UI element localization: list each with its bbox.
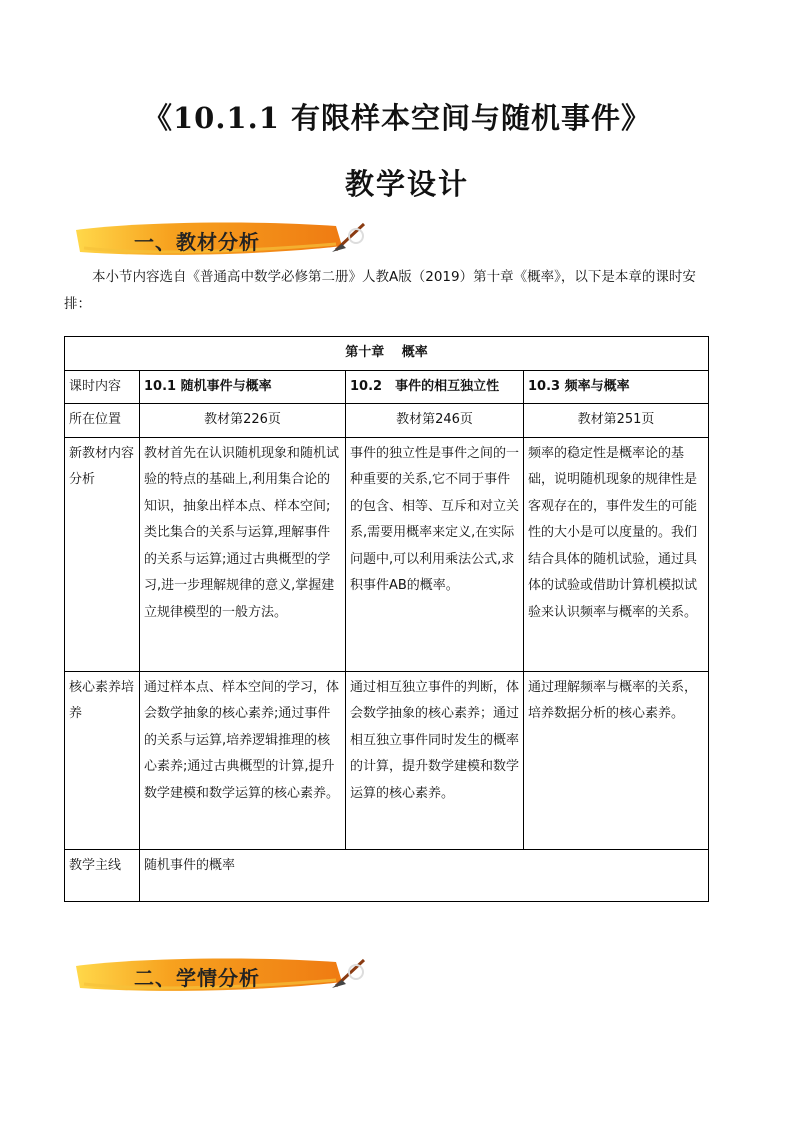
table-cell: 通过相互独立事件的判断，体会数学抽象的核心素养；通过相互独立事件同时发生的概率的计算，提升数学建模和数学运算的核心素养。 — [346, 671, 524, 849]
document-title: 《10.1.1 有限样本空间与随机事件》 — [142, 101, 651, 135]
document-subtitle: 教学设计 — [344, 167, 469, 201]
table-cell: 教材首先在认识随机现象和随机试验的特点的基础上,利用集合论的知识，抽象出样本点、样本空间;类比集合的关系与运算,理解事件的关系与运算;通过古典概型的学习,进一步理解规律的意义,掌握建立规律模型的一般方法。 — [140, 437, 346, 671]
table-cell: 通过理解频率与概率的关系，培养数据分析的核心素养。 — [524, 671, 709, 849]
section-heading: 一、教材分析 — [134, 230, 260, 254]
table-cell: 教材第251页 — [524, 404, 709, 438]
table-cell: 通过样本点、样本空间的学习，体会数学抽象的核心素养;通过事件的关系与运算,培养逻辑推理的核心素养;通过古典概型的计算,提升数学建模和数学运算的核心素养。 — [140, 671, 346, 849]
section-banner-2 — [74, 954, 374, 1000]
table-cell: 10.3 频率与概率 — [524, 370, 709, 404]
row-label: 教学主线 — [65, 849, 140, 901]
table-cell: 教材第226页 — [140, 404, 346, 438]
section-banner-1 — [74, 218, 374, 264]
table-cell: 随机事件的概率 — [140, 849, 709, 901]
table-cell: 教材第246页 — [346, 404, 524, 438]
table-row — [65, 404, 709, 438]
table-cell: 10.1 随机事件与概率 — [140, 370, 346, 404]
row-label: 核心素养培养 — [65, 671, 140, 849]
table-caption: 第十章 概率 — [65, 337, 709, 371]
table-cell: 频率的稳定性是概率论的基础，说明随机现象的规律性是客观存在的，事件发生的可能性的大小是可以度量的。我们结合具体的随机试验，通过具体的试验或借助计算机模拟试验来认识频率与概率的关系。 — [524, 437, 709, 671]
table-row — [65, 370, 709, 404]
table-cell: 事件的独立性是事件之间的一种重要的关系,它不同于事件的包含、相等、互斥和对立关系,需要用概率来定义,在实际问题中,可以利用乘法公式,求积事件AB的概率。 — [346, 437, 524, 671]
lesson-schedule-table — [64, 336, 709, 902]
section-heading: 二、学情分析 — [134, 966, 260, 990]
table-cell: 10.2 事件的相互独立性 — [346, 370, 524, 404]
table-row — [65, 437, 709, 671]
table-row — [65, 671, 709, 849]
table-row — [65, 337, 709, 371]
table-row — [65, 849, 709, 901]
row-label: 新教材内容分析 — [65, 437, 140, 671]
row-label: 课时内容 — [65, 370, 140, 404]
intro-paragraph: 本小节内容选自《普通高中数学必修第二册》人教A版（2019）第十章《概率》，以下是本章的课时安排： — [64, 269, 696, 312]
row-label: 所在位置 — [65, 404, 140, 438]
